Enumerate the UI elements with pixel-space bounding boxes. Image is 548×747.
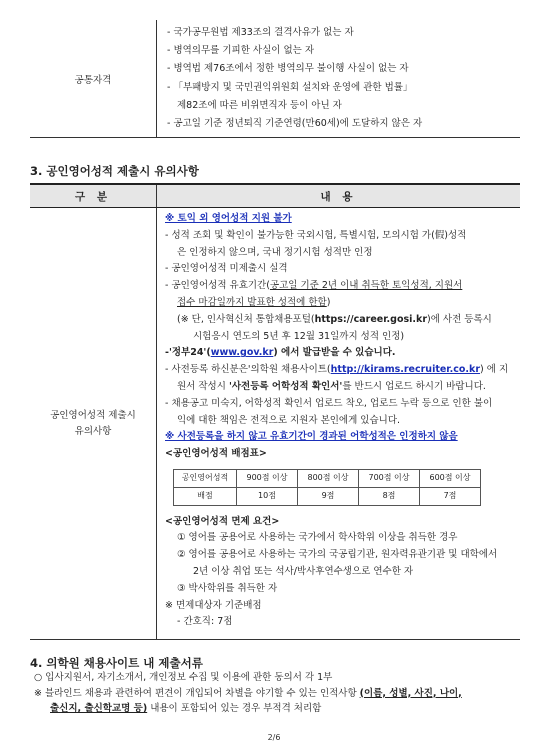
column-header-category: 구 분 — [30, 184, 157, 208]
note-gosi-cont: 시험응시 연도의 5년 후 12월 31일까지 성적 인정) — [193, 330, 405, 342]
text: )에 사전 등록시 — [427, 313, 492, 325]
blind-hiring-note-cont — [30, 701, 530, 717]
text: ) — [326, 296, 331, 308]
blind-hiring-note — [30, 686, 530, 702]
text: - 사전등록 하신분은'의학원 채용사이트( — [165, 364, 331, 376]
bold-text: 출신지, 출신학교명 등) — [50, 703, 148, 714]
qualification-item: 제82조에 따른 비위면직자 등이 아닌 자 — [177, 99, 342, 111]
exemption-title: <공인영어성적 면제 요건> — [165, 515, 280, 527]
score-value-cell: 10점 — [237, 487, 298, 505]
text: - 공인영어성적 유효기간( — [165, 280, 270, 292]
score-value-cell: 배점 — [174, 487, 237, 505]
section4-body — [30, 670, 530, 717]
score-header-cell: 800점 이상 — [298, 469, 359, 487]
gosi-link[interactable]: https://career.gosi.kr — [314, 313, 428, 325]
note-gosi — [165, 312, 514, 329]
section4-heading: 4. 의학원 채용사이트 내 제출서류 — [30, 656, 203, 670]
qualification-items — [157, 20, 521, 138]
exemption-item: ③ 박사학위를 취득한 자 — [177, 582, 278, 594]
exemption-note: ※ 면제대상자 기준배점 — [165, 599, 262, 611]
row-label — [30, 208, 157, 640]
text: ) 에서 발급받을 수 있습니다. — [273, 347, 396, 359]
text: ) 에 지 — [480, 364, 509, 376]
text: (※ 단, 인사혁신처 통합채용포털( — [177, 313, 315, 325]
bullet-text: - 성적 조회 및 확인이 불가능한 국외시험, 특별시험, 모의시험 가(假)성적 — [165, 229, 467, 241]
section3-heading: 3. 공인영어성적 제출시 유의사항 — [30, 164, 199, 178]
upload-warning-cont: 익에 대한 책임은 전적으로 지원자 본인에게 있습니다. — [177, 414, 401, 426]
bold-text: '사전등록 어학성적 확인서' — [228, 380, 343, 392]
text: 원서 작성시 — [177, 380, 229, 392]
preregister-line — [165, 362, 514, 379]
score-value-cell: 7점 — [420, 487, 481, 505]
bold-text: (이름, 성별, 사진, 나이, — [359, 687, 462, 699]
row-label-line: 공인영어성적 제출시 — [50, 409, 136, 421]
english-score-table — [30, 183, 520, 640]
gov24-link[interactable]: www.gov.kr — [210, 347, 274, 359]
underlined-text: 공고일 기준 2년 이내 취득한 토익성적, 지원서 — [269, 280, 463, 292]
row-label-line: 유의사항 — [74, 425, 112, 437]
qualification-item: - 공고일 기준 정년퇴직 기준연령(만60세)에 도달하지 않은 자 — [167, 118, 423, 130]
exemption-item-cont: 2년 이상 취업 또는 석사/박사후연수생으로 연수한 자 — [193, 565, 414, 577]
qualification-item: - 국가공무원법 제33조의 결격사유가 없는 자 — [167, 27, 354, 38]
exemption-score: - 간호직: 7점 — [177, 616, 233, 628]
text: -'정부24'( — [165, 347, 211, 359]
score-points-table — [173, 469, 481, 506]
preregister-line-cont — [165, 379, 514, 396]
exemption-item: ① 영어를 공용어로 사용하는 국가에서 학사학위 이상을 취득한 경우 — [177, 532, 458, 544]
score-header-cell: 공인영어성적 — [174, 469, 237, 487]
page-number: 2/6 — [267, 733, 281, 742]
score-value-cell: 8점 — [359, 487, 420, 505]
english-score-content — [157, 208, 521, 640]
notice-toeic-only: ※ 토익 외 영어성적 지원 불가 — [165, 213, 292, 224]
underlined-text: 접수 마감일까지 발표한 성적에 한함 — [177, 296, 327, 308]
text: ※ 블라인드 채용과 관련하여 편견이 개입되어 차별을 야기할 수 있는 인적사항 — [34, 687, 360, 699]
text: 를 반드시 업로드 하시기 바랍니다. — [342, 380, 486, 392]
expired-score-warning: ※ 사전등록을 하지 않고 유효기간이 경과된 어학성적은 인정하지 않음 — [165, 431, 458, 443]
qualification-item: - 「부패방지 및 국민권익위원회 설치와 운영에 관한 법률」 — [167, 81, 413, 93]
bullet-text: 은 인정하지 않으며, 국내 정기시험 성적만 인정 — [177, 246, 373, 258]
score-header-cell: 900점 이상 — [237, 469, 298, 487]
bullet-text: - 공인영어성적 미제출시 실격 — [165, 263, 288, 275]
score-header-cell: 600점 이상 — [420, 469, 481, 487]
documents-item: ○ 입사지원서, 자기소개서, 개인정보 수집 및 이용에 관한 동의서 각 1부 — [34, 672, 333, 683]
text: 내용이 포함되어 있는 경우 부적격 처리함 — [147, 703, 322, 714]
column-header-content: 내 용 — [157, 184, 521, 208]
score-table-title: <공인영어성적 배점표> — [165, 448, 267, 460]
upload-warning: - 채용공고 미숙지, 어학성적 확인서 업로드 착오, 업로드 누락 등으로 인한 불이 — [165, 397, 493, 409]
score-value-cell: 9점 — [298, 487, 359, 505]
bullet-validity-cont — [165, 295, 514, 312]
qualification-label: 공통자격 — [30, 20, 157, 138]
exemption-item: ② 영어를 공용어로 사용하는 국가의 국공립기관, 원자력유관기관 및 대학에서 — [177, 549, 498, 561]
gov24-line — [165, 345, 514, 362]
qualification-item: - 병역법 제76조에서 정한 병역의무 불이행 사실이 없는 자 — [167, 63, 409, 75]
bullet-validity — [165, 278, 514, 295]
qualification-item: - 병역의무를 기피한 사실이 없는 자 — [167, 45, 315, 57]
qualification-table — [30, 20, 520, 138]
score-header-cell: 700점 이상 — [359, 469, 420, 487]
recruiter-link[interactable]: http://kirams.recruiter.co.kr — [330, 364, 481, 376]
